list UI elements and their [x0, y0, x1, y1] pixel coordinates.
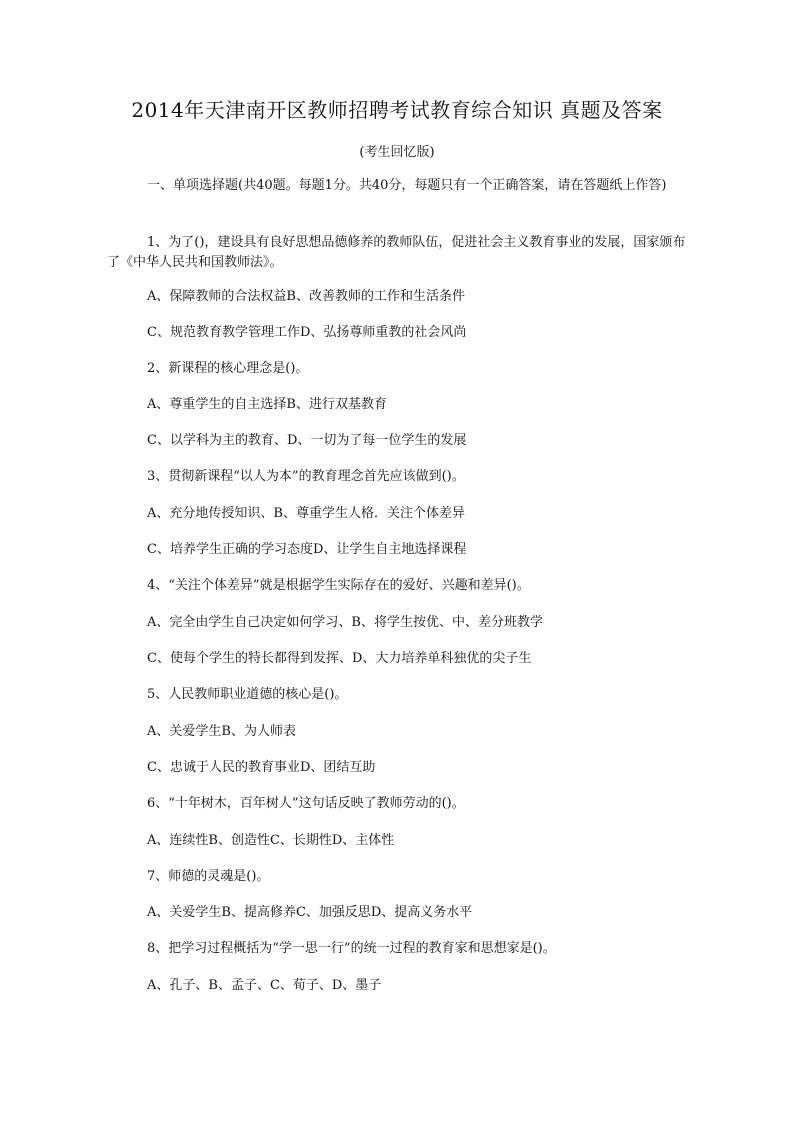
- section-heading: 一、单项选择题(共40题。每题1分。共40分，每题只有一个正确答案，请在答题纸上作答): [147, 178, 667, 193]
- q5-options-ab: A、关爱学生B、为人师表: [147, 724, 296, 739]
- q5-options-cd: C、忠诚于人民的教育事业D、团结互助: [147, 760, 376, 775]
- q8-options: A、孔子、B、孟子、C、荀子、D、墨子: [147, 978, 382, 993]
- q4-options-ab: A、完全由学生自己决定如何学习、B、将学生按优、中、差分班教学: [147, 615, 543, 630]
- question-8-stem: 8、把学习过程概括为“学一思一行”的统一过程的教育家和思想家是()。: [147, 941, 556, 956]
- question-3-stem: 3、贯彻新课程“以人为本”的教育理念首先应该做到()。: [147, 469, 465, 484]
- q7-options: A、关爱学生B、提高修养C、加强反思D、提高义务水平: [147, 905, 473, 920]
- q2-options-cd: C、以学科为主的教育、D、一切为了每一位学生的发展: [147, 433, 467, 448]
- q6-options: A、连续性B、创造性C、长期性D、主体性: [147, 833, 395, 848]
- question-5-stem: 5、人民教师职业道德的核心是()。: [147, 687, 348, 702]
- q1-options-cd: C、规范教育教学管理工作D、弘扬尊师重教的社会风尚: [147, 325, 467, 340]
- question-7-stem: 7、师德的灵魂是()。: [147, 869, 270, 884]
- question-4-stem: 4、“关注个体差异”就是根据学生实际存在的爱好、兴趣和差异()。: [147, 578, 530, 593]
- page-title: 2014年天津南开区教师招聘考试教育综合知识 真题及答案: [131, 98, 663, 122]
- question-2-stem: 2、新课程的核心理念是()。: [147, 361, 309, 376]
- q3-options-cd: C、培养学生正确的学习态度D、让学生自主地选择课程: [147, 542, 467, 557]
- q1-options-ab: A、保障教师的合法权益B、改善教师的工作和生活条件: [147, 289, 465, 304]
- q4-options-cd: C、使每个学生的特长都得到发挥、D、大力培养单科独优的尖子生: [147, 651, 532, 666]
- q2-options-ab: A、尊重学生的自主选择B、进行双基教育: [147, 397, 387, 412]
- question-1-stem: 1、为了()，建设具有良好思想品德修养的教师队伍，促进社会主义教育事业的发展，国家颁布了《中华人民共和国教师法》。: [107, 235, 686, 270]
- page-subtitle: (考生回忆版): [359, 145, 435, 160]
- question-6-stem: 6、“十年树木，百年树人”这句话反映了教师劳动的()。: [147, 796, 465, 811]
- q3-options-ab: A、充分地传授知识、B、尊重学生人格．关注个体差异: [147, 506, 465, 521]
